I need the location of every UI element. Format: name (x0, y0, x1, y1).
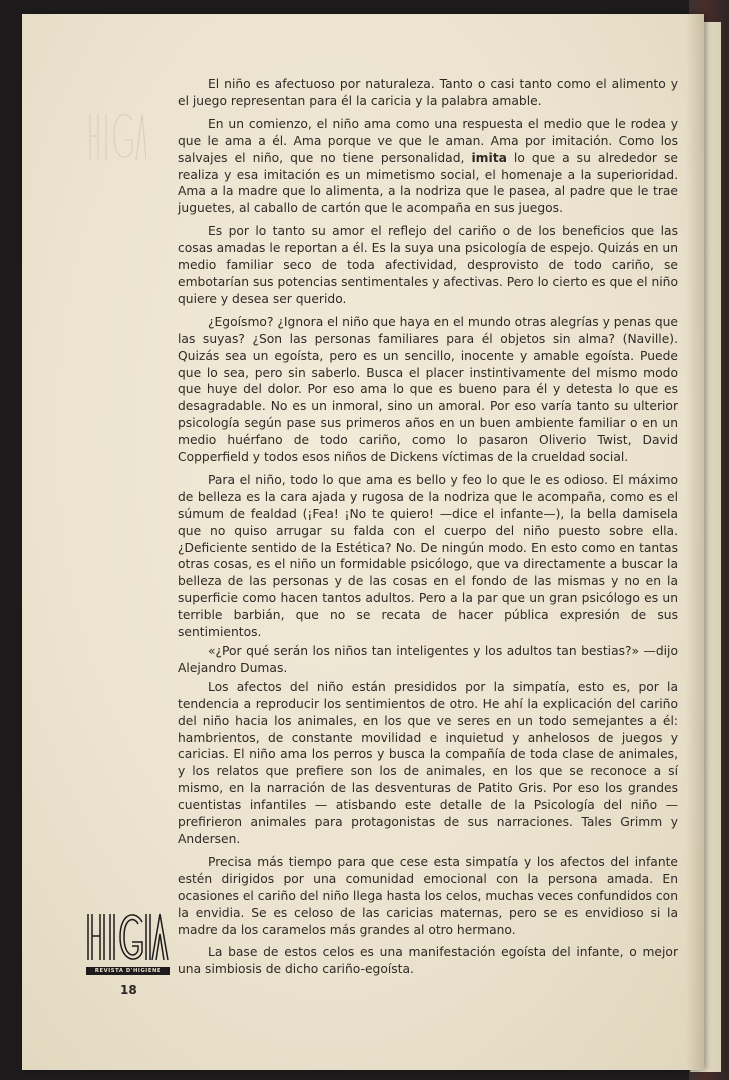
paragraph: El niño es afectuoso por naturaleza. Tanto o casi tanto como el alimento y el juego representan para él la caricia y la palabra amable. (178, 77, 678, 108)
magazine-page (22, 14, 704, 1070)
higia-logo-mark (86, 912, 170, 962)
quote-paragraph: «¿Por qué serán los niños tan inteligentes y los adultos tan bestias?» —dijo Alejandro Dumas. (178, 644, 678, 675)
page-number: 18 (120, 983, 137, 997)
paragraph: Es por lo tanto su amor el reflejo del cariño o de los beneficios que las cosas amadas le reportan a él. Es la suya una psicología de espejo. Quizás en un medio familiar seco de toda afectividad, desprovisto de todo cariño, se embotarían sus potencias sentimentales y afectivas. Pero lo cierto es que el niño quiere y desea ser querido. (178, 224, 678, 306)
paragraph-text: lo que a su alrededor se realiza y esa imitación es un mimetismo social, el homenaje a la superioridad. Ama a la madre que lo alimenta, a la nodriza que le pasea, al padre que le trae juguetes, al caballo de cartón que le acompaña en sus juegos. (178, 150, 678, 216)
paragraph: ¿Egoísmo? ¿Ignora el niño que haya en el mundo otras alegrías y penas que las suyas? ¿Son las personas familiares para él objetos sin alma? (Naville). Quizás sea un egoísta, pero es un sencillo, inocente y amable egoísta. Puede que lo sea, pero sin saberlo. Busca el placer instintivamente del mismo modo que huye del dolor. Por eso ama lo que es bueno para él y detesta lo que es desagradable. No es un inmoral, sino un amoral. Por eso varía tanto su ulterior psicología según pase sus primeros años en un buen ambiente familiar o en un medio huérfano de todo cariño, como lo pasaron Oliverio Twist, David Copperfield y todos esos niños de Dickens víctimas de la crueldad social. (178, 314, 678, 465)
higia-logo (86, 912, 170, 975)
paragraph: Los afectos del niño están presididos por la simpatía, esto es, por la tendencia a reproducir los sentimientos de otro. He ahí la explicación del cariño del niño hacia los animales, en los que ve seres en un todo semejantes a él: hambrientos, de constante movilidad e inquietud y anhelosos de juegos y caricias. El niño ama los perros y busca la compañía de toda clase de animales, y los relatos que prefiere son los de animales, en los que se reconoce a sí mismo, en la narración de las desventuras de Patito Gris. Por eso los grandes cuentistas infantiles — atisbando este detalle de la Psicología del niño — prefirieron animales para protagonistas de sus narraciones. Tales Grimm y Andersen. (178, 679, 678, 846)
page-shadow (686, 14, 704, 1070)
show-through-logo-watermark (86, 106, 146, 166)
article-body (178, 76, 678, 984)
paragraph (178, 116, 678, 217)
paragraph: Para el niño, todo lo que ama es bello y feo lo que le es odioso. El máximo de belleza es la cara ajada y rugosa de la nodriza que le acompaña, como es el súmum de fealdad (¡Fea! ¡No te quiero! —dice el infante—), la bella damisela que no quiso arrugar su falda con el cuerpo del niño puesto sobre ella. ¿Deficiente sentido de la Estética? No. De ningún modo. En esto como en tantas otras cosas, es el niño un formidable psicólogo, que va directamente a buscar la belleza de las personas y de las cosas en el fondo de las mismas y no en la superficie como hacen tantos adultos. Pero a la par que un gran psicólogo es un terrible barbián, que no se recata de hacer pública expresión de sus sentimientos. (178, 472, 678, 640)
paragraph: La base de estos celos es una manifestación egoísta del infante, o mejor una simbiosis de dicho cariño-egoísta. (178, 945, 678, 977)
emphasized-word: imita (471, 150, 507, 165)
logo-tagline: REVISTA D'HIGIENE (86, 967, 170, 975)
paragraph: Precisa más tiempo para que cese esta simpatía y los afectos del infante estén dirigidos por una comunidad emocional con la persona amada. En ocasiones el cariño del niño llega hasta los celos, muchas veces confundidos con la envidia. Se es celoso de las caricias maternas, pero se es envidioso si la madre da los caramelos más grandes al otro hermano. (178, 854, 678, 937)
paragraph-text: En un comienzo, el niño ama como una respuesta el medio que le rodea y que le ama a él. Ama porque ve que le aman. Ama por imitación. Como los salvajes el niño, que no tiene personalidad, (178, 116, 678, 165)
